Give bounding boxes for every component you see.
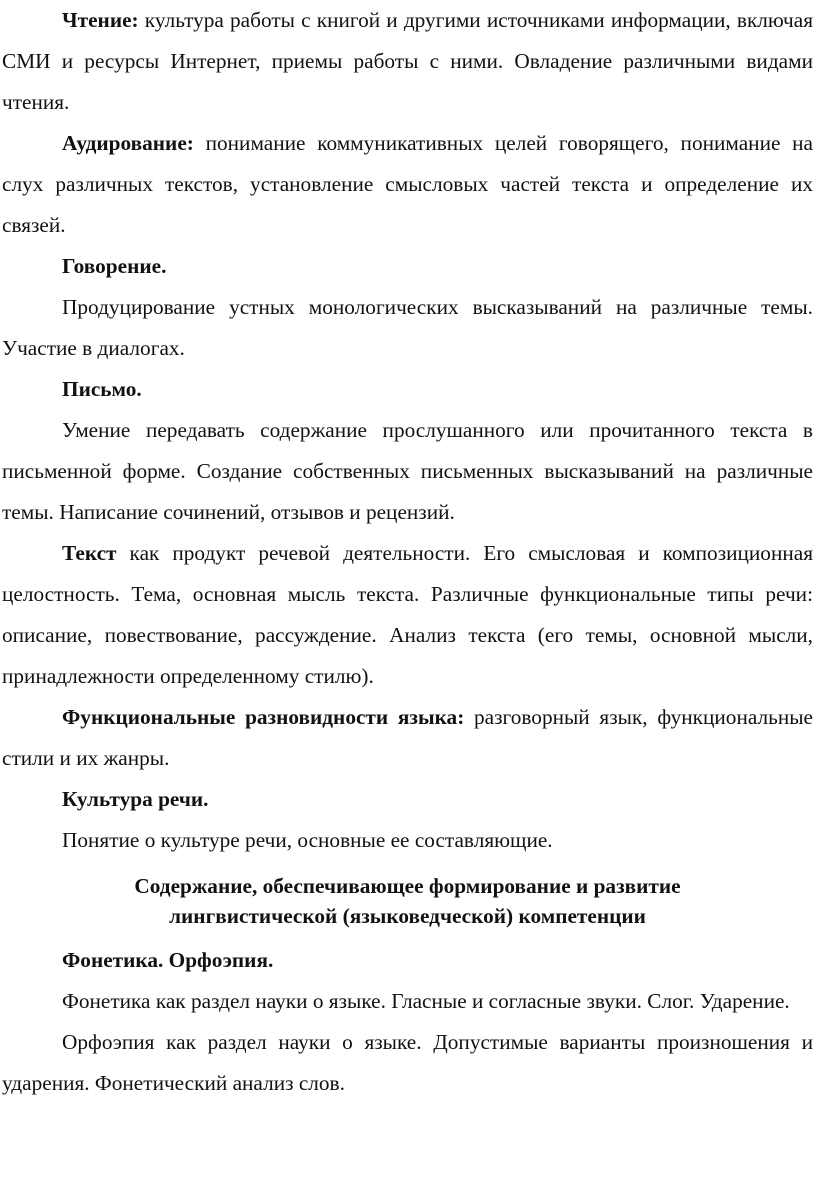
section-heading-line-1: Содержание, обеспечивающее формирование и развитие <box>134 874 681 898</box>
text-listening: понимание коммуникативных целей говорящего, понимание на слух различных текстов, установление смысловых частей текста и определение их связей. <box>2 131 813 237</box>
text-culture: Понятие о культуре речи, основные ее составляющие. <box>62 828 553 852</box>
text-phonetics: Фонетика как раздел науки о языке. Гласные и согласные звуки. Слог. Ударение. <box>62 989 790 1013</box>
text-text: как продукт речевой деятельности. Его смысловая и композиционная целостность. Тема, основная мысль текста. Различные функциональные типы речи: описание, повествование, рассуждение. Анализ текста (его темы, основной мысли, принадлежности определенному стилю). <box>2 541 813 688</box>
paragraph-reading <box>2 0 813 123</box>
section-heading-line-2: лингвистической (языковедческой) компетенции <box>169 904 646 928</box>
term-reading: Чтение: <box>62 8 139 32</box>
text-varieties: разговорный язык, функциональные стили и их жанры. <box>2 705 813 770</box>
text-writing: Умение передавать содержание прослушанного или прочитанного текста в письменной форме. Создание собственных письменных высказываний на различные темы. Написание сочинений, отзывов и рецензий. <box>2 418 813 524</box>
term-varieties: Функциональные разновидности языка: <box>62 705 465 729</box>
text-speaking: Продуцирование устных монологических высказываний на различные темы. Участие в диалогах. <box>2 295 813 360</box>
heading-speaking: Говорение. <box>62 254 167 278</box>
paragraph-varieties <box>2 697 813 779</box>
heading-phonetics: Фонетика. Орфоэпия. <box>62 948 274 972</box>
heading-writing: Письмо. <box>62 377 142 401</box>
term-listening: Аудирование: <box>62 131 194 155</box>
paragraph-listening <box>2 123 813 246</box>
section-heading <box>2 871 813 931</box>
paragraph-text <box>2 533 813 697</box>
text-orthoepy: Орфоэпия как раздел науки о языке. Допустимые варианты произношения и ударения. Фонетический анализ слов. <box>2 1030 813 1095</box>
heading-culture: Культура речи. <box>62 787 209 811</box>
text-reading: культура работы с книгой и другими источниками информации, включая СМИ и ресурсы Интернет, приемы работы с ними. Овладение различными видами чтения. <box>2 8 813 114</box>
term-text: Текст <box>62 541 117 565</box>
